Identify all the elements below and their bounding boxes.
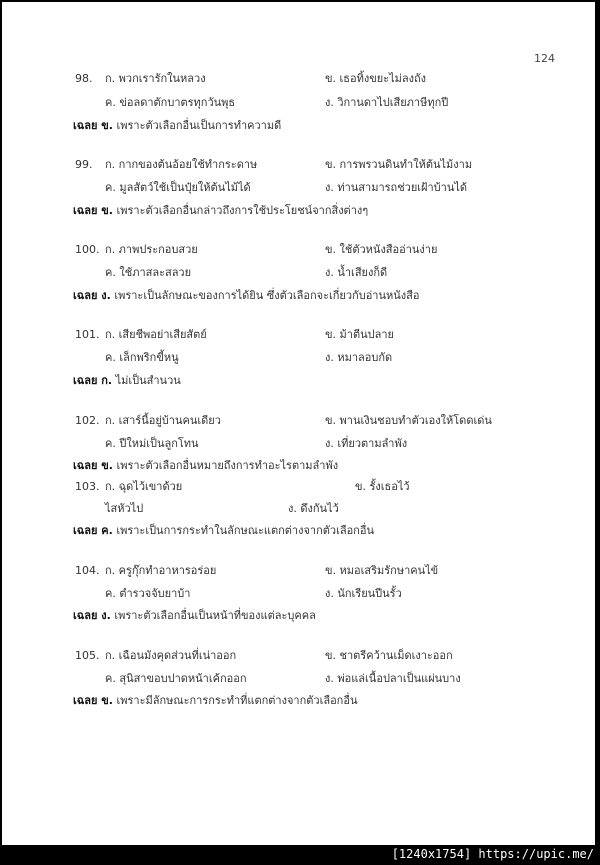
option-a: ก. เฉือนมังคุดส่วนที่เน่าออก [105, 649, 237, 662]
question-number: 101. [75, 328, 100, 341]
option-d: ง. พ่อแล่เนื้อปลาเป็นแผ่นบาง [325, 672, 461, 685]
option-c: ไสหัวไป [105, 502, 144, 515]
answer-text: เพราะเป็นลักษณะของการได้ยิน ซึ่งตัวเลือกจะเกี่ยวกับอ่านหนังสือ [114, 289, 420, 302]
option-c: ค. ใช้ภาสละสลวย [105, 266, 192, 279]
answer-line [73, 374, 181, 388]
option-b: ข. ชาตรีคว้านเม็ดเงาะออก [325, 649, 453, 662]
option-d: ง. หมาลอบกัด [325, 351, 393, 364]
page-number: 124 [534, 52, 555, 65]
answer-text: เพราะตัวเลือกอื่นหมายถึงการทำอะไรตามลำพัง [116, 459, 339, 472]
option-a: ก. เสาร์นี้อยู่บ้านคนเดียว [105, 414, 221, 427]
question-number: 104. [75, 564, 100, 577]
option-a: ก. เสียชีพอย่าเสียสัตย์ [105, 328, 207, 341]
answer-line [73, 119, 281, 133]
option-c: ค. ปีใหม่เป็นลูกโทน [105, 437, 199, 450]
option-b: ข. เธอทิ้งขยะไม่ลงถัง [325, 72, 427, 85]
answer-line [73, 524, 374, 538]
answer-label: เฉลย ข. [73, 694, 113, 707]
option-a: ก. ครูกุ๊กทำอาหารอร่อย [105, 564, 217, 577]
question-number: 98. [75, 72, 93, 85]
answer-text: เพราะตัวเลือกอื่นเป็นหน้าที่ของแต่ละบุคคล [114, 609, 316, 622]
option-b: ข. ม้าตีนปลาย [325, 328, 394, 341]
answer-line [73, 204, 368, 218]
answer-label: เฉลย ง. [73, 609, 111, 622]
image-info-text: [1240x1754] https://upic.me/ [391, 847, 594, 861]
option-d: ง. เที่ยวตามลำพัง [325, 437, 408, 450]
answer-line [73, 289, 419, 303]
option-d: ง. น้ำเสียงก็ดี [325, 266, 388, 279]
option-a: ก. ภาพประกอบสวย [105, 243, 198, 256]
option-b: ข. การพรวนดินทำให้ต้นไม้งาม [325, 158, 473, 171]
option-d: ง. นักเรียนปีนรั้ว [325, 587, 402, 600]
option-a: ก. พวกเรารักในหลวง [105, 72, 206, 85]
document-page [2, 2, 595, 845]
option-a: ก. กากของต้นอ้อยใช้ทำกระดาษ [105, 158, 258, 171]
option-c: ค. สุนิสาขอบปาดหน้าเค้กออก [105, 672, 247, 685]
answer-text: เพราะตัวเลือกอื่นกล่าวถึงการใช้ประโยชน์จากสิ่งต่างๆ [116, 204, 369, 217]
option-b: ข. ใช้ตัวหนังสืออ่านง่าย [325, 243, 438, 256]
option-c: ค. ตำรวจจับยาบ้า [105, 587, 191, 600]
answer-line [73, 609, 316, 623]
answer-text: เพราะตัวเลือกอื่นเป็นการทำความดี [116, 119, 282, 132]
answer-line [73, 459, 338, 473]
answer-line [73, 694, 357, 708]
image-info-bar [0, 845, 600, 865]
option-b: ข. พานเงินชอบทำตัวเองให้โดดเด่น [325, 414, 492, 427]
question-number: 105. [75, 649, 100, 662]
answer-label: เฉลย ข. [73, 459, 113, 472]
answer-label: เฉลย ง. [73, 289, 111, 302]
option-b: ข. หมอเสริมรักษาคนไข้ [325, 564, 439, 577]
option-d: ง. วิกานดาไปเสียภาษีทุกปี [325, 96, 449, 109]
option-a: ก. ฉุดไว้เขาด้วย [105, 480, 183, 493]
option-c: ค. ข่อลดาตักบาตรทุกวันพุธ [105, 96, 236, 109]
answer-text: เพราะมีลักษณะการกระทำที่แตกต่างจากตัวเลือกอื่น [116, 694, 358, 707]
answer-text: ไม่เป็นสำนวน [115, 374, 181, 387]
question-number: 100. [75, 243, 100, 256]
question-number: 102. [75, 414, 100, 427]
option-b: ข. รั้งเธอไว้ [355, 480, 410, 493]
answer-label: เฉลย ข. [73, 204, 113, 217]
option-d: ง. ดึงกันไว้ [288, 502, 339, 515]
option-c: ค. เล็กพริกขี้หนู [105, 351, 179, 364]
answer-text: เพราะเป็นการกระทำในลักษณะแตกต่างจากตัวเลือกอื่น [116, 524, 374, 537]
answer-label: เฉลย ค. [73, 524, 113, 537]
option-c: ค. มูลสัตว์ใช้เป็นปุ๋ยให้ต้นไม้ได้ [105, 181, 251, 194]
option-d: ง. ท่านสามารถช่วยเฝ้าบ้านได้ [325, 181, 468, 194]
answer-label: เฉลย ข. [73, 119, 113, 132]
answer-label: เฉลย ก. [73, 374, 113, 387]
question-number: 99. [75, 158, 93, 171]
question-number: 103. [75, 480, 100, 493]
